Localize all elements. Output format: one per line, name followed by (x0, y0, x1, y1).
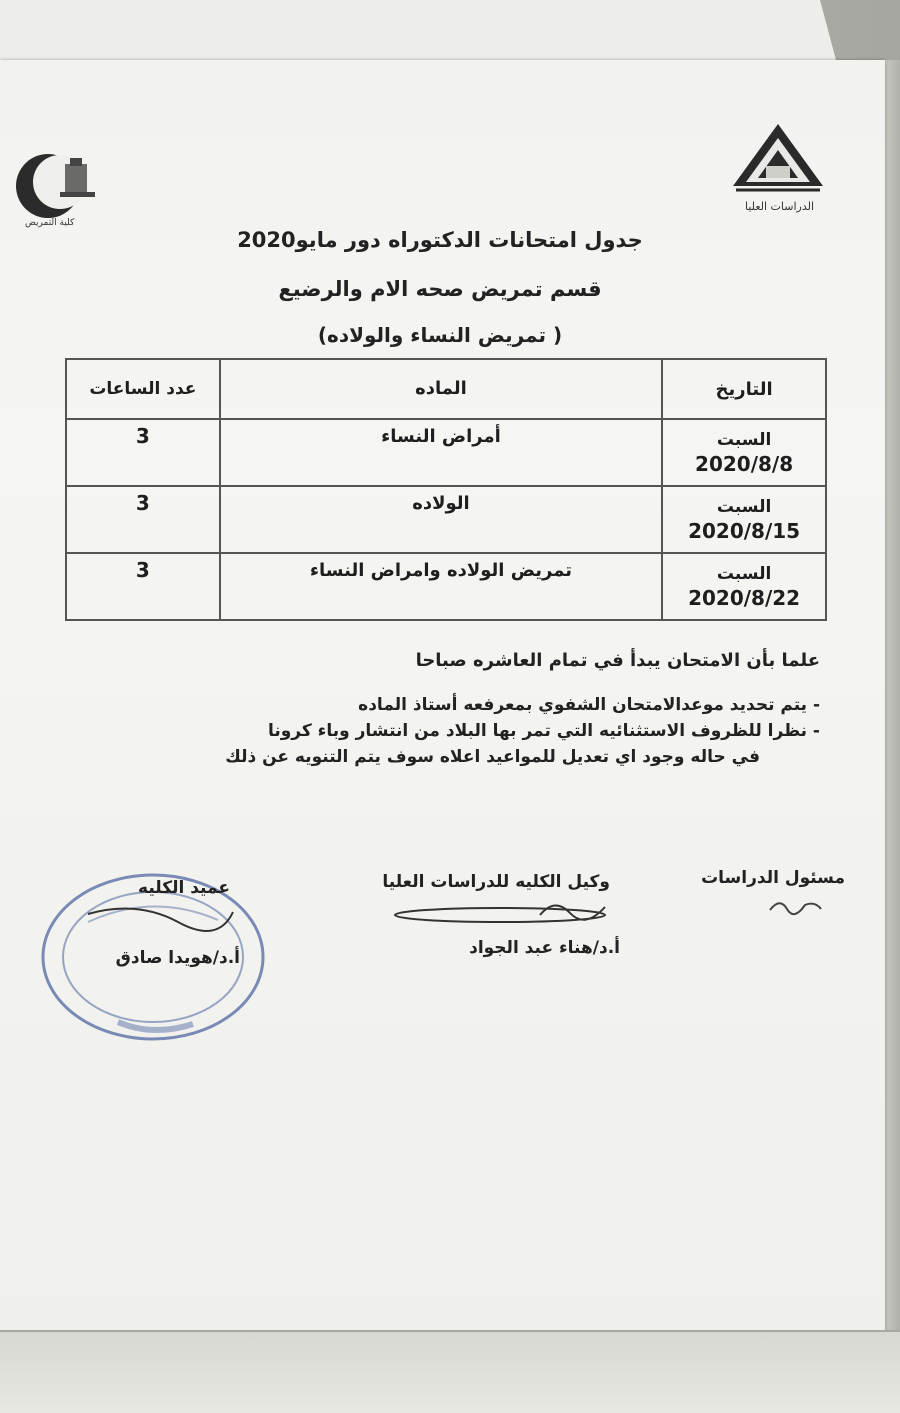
exam-schedule-table (65, 358, 827, 621)
title-line-3: ( تمريض النساء والولاده) (317, 323, 563, 347)
title-line-2: قسم تمريض صحه الام والرضيع (278, 277, 602, 301)
vice-dean-title: وكيل الكليه للدراسات العليا (382, 872, 610, 892)
notes-lead: علما بأن الامتحان يبدأ في تمام العاشره صباحا (415, 650, 820, 671)
row-subject: تمريض الولاده وامراض النساء (220, 553, 663, 620)
note-item: - يتم تحديد موعدالامتحان الشفوي بمعرفعه أستاذ الماده (358, 695, 820, 715)
table-header-row (66, 359, 826, 419)
row-date: 2020/8/22 (688, 585, 801, 610)
row-subject: أمراض النساء (220, 419, 663, 486)
note-item-continued: في حاله وجود اي تعديل للمواعيد اعلاه سوف يتم التنويه عن ذلك (225, 747, 760, 767)
notes-section (100, 648, 820, 770)
row-date-cell (662, 486, 826, 553)
left-logo-caption: كلية التمريض (25, 218, 75, 228)
row-day: السبت (716, 496, 772, 517)
vice-dean-signature-icon (390, 895, 620, 935)
row-hours: 3 (66, 553, 220, 620)
header-date: التاريخ (662, 359, 826, 419)
table-row (66, 419, 826, 486)
row-subject: الولاده (220, 486, 663, 553)
row-date-cell (662, 553, 826, 620)
table-row (66, 553, 826, 620)
row-hours: 3 (66, 486, 220, 553)
header-subject: الماده (220, 359, 663, 419)
row-date: 2020/8/8 (695, 451, 794, 476)
page-edge (885, 60, 900, 1360)
right-logo-caption: الدراسات العليا (745, 200, 814, 213)
row-date: 2020/8/15 (688, 518, 801, 543)
row-hours: 3 (66, 419, 220, 486)
row-day: السبت (716, 429, 772, 450)
row-date-cell (662, 419, 826, 486)
row-day: السبت (716, 563, 772, 584)
studies-officer-signature-icon (765, 895, 825, 920)
studies-officer-title: مسئول الدراسات (701, 868, 845, 888)
title-line-1: جدول امتحانات الدكتوراه دور مايو2020 (237, 228, 643, 252)
vice-dean-name: أ.د/هناء عبد الجواد (469, 938, 620, 958)
table-row (66, 486, 826, 553)
dean-name: أ.د/هويدا صادق (115, 948, 240, 968)
page-fold (0, 1330, 900, 1413)
header-hours: عدد الساعات (66, 359, 220, 419)
dean-title: عميد الكليه (138, 878, 230, 898)
note-item: - نظرا للظروف الاستثنائيه التي تمر بها البلاد من انتشار وباء كرونا (267, 721, 820, 741)
